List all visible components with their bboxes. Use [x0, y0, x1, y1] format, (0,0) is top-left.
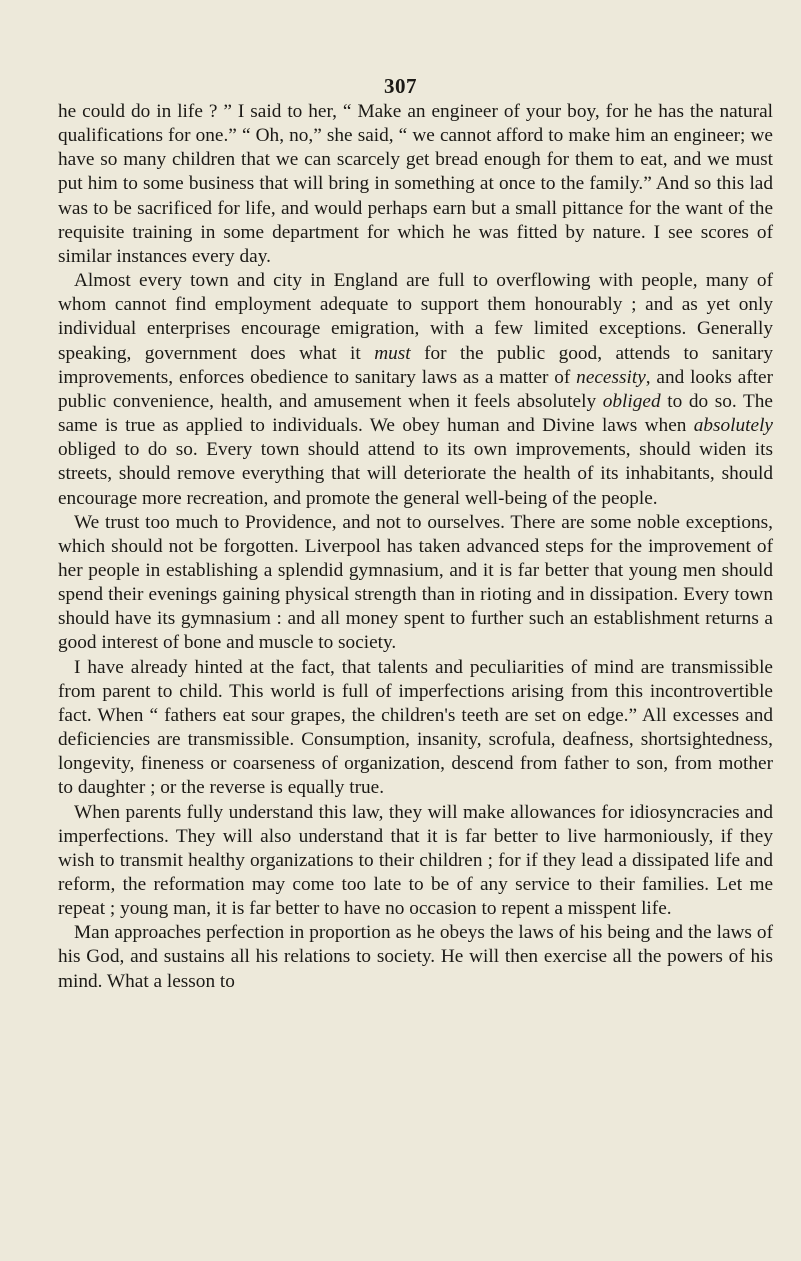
- emphasis: absolutely: [693, 415, 773, 437]
- emphasis: obliged: [602, 390, 661, 412]
- paragraph: When parents fully understand this law, they will make allowances for idiosyncracies and imperfections. They will also understand that it is far better to live harmoniously, if they wish to transmit healthy organizations to their children ; for if they lead a dissipated life and reform, the reformation may come too late to be of any service to their families. Let me repeat ; young man, it is far better to have no occasion to repent a misspent life.: [58, 801, 773, 920]
- page-number: 307: [384, 74, 417, 98]
- emphasis: must: [374, 342, 411, 364]
- paragraph: We trust too much to Providence, and not to ourselves. There are some noble exceptions, which should not be forgotten. Liverpool has taken advanced steps for the improvement of her people in establishing a splendid gymnasium, and it is far better that young men should spend their evenings gaining physical strength than in rioting and in dissipation. Every town should have its gymnasium : and all money spent to further such an establishment returns a good interest of bone and muscle to society.: [58, 511, 773, 654]
- body-text: [58, 100, 773, 994]
- paragraph: Man approaches perfection in proportion as he obeys the laws of his being and the laws of his God, and sustains all his relations to society. He will then exercise all the powers of his mind. What a lesson to: [58, 922, 773, 992]
- paragraph: I have already hinted at the fact, that talents and peculiarities of mind are transmissible from parent to child. This world is full of imperfections arising from this incontrovertible fact. When “ fathers eat sour grapes, the children's teeth are set on edge.” All excesses and deficiencies are transmissible. Consumption, insanity, scrofula, deafness, shortsightedness, longevity, fineness or coarseness of organization, descend from father to son, from mother to daughter ; or the reverse is equally true.: [58, 656, 773, 799]
- paragraph: he could do in life ? ” I said to her, “ Make an engineer of your boy, for he has the natural qualifications for one.” “ Oh, no,” she said, “ we cannot afford to make him an engineer; we have so many children that we can scarcely get bread enough for them to eat, and we must put him to some business that will bring in something at once to the family.” And so this lad was to be sacrificed for life, and would perhaps earn but a small pittance for the want of the requisite training in some department for which he was fitted by nature. I see scores of similar instances every day.: [58, 101, 773, 267]
- paragraph: Almost every town and city in England are full to overflowing with people, many of whom cannot find employment adequate to support them honourably ; and as yet only individual enterprises encourage emigration, with a few limited exceptions. Generally speaking, government does what it must for the public good, attends to sanitary improvements, enforces obedience to sanitary laws as a matter of necessity, and looks after public convenience, health, and amusement when it feels absolutely obliged to do so. The same is true as applied to individuals. We obey human and Divine laws when absolutely obliged to do so. Every town should attend to its own improvements, should widen its streets, should remove everything that will deteriorate the health of its inhabitants, should encourage more recreation, and promote the general well-being of the people.: [58, 270, 774, 509]
- emphasis: necessity: [576, 366, 646, 388]
